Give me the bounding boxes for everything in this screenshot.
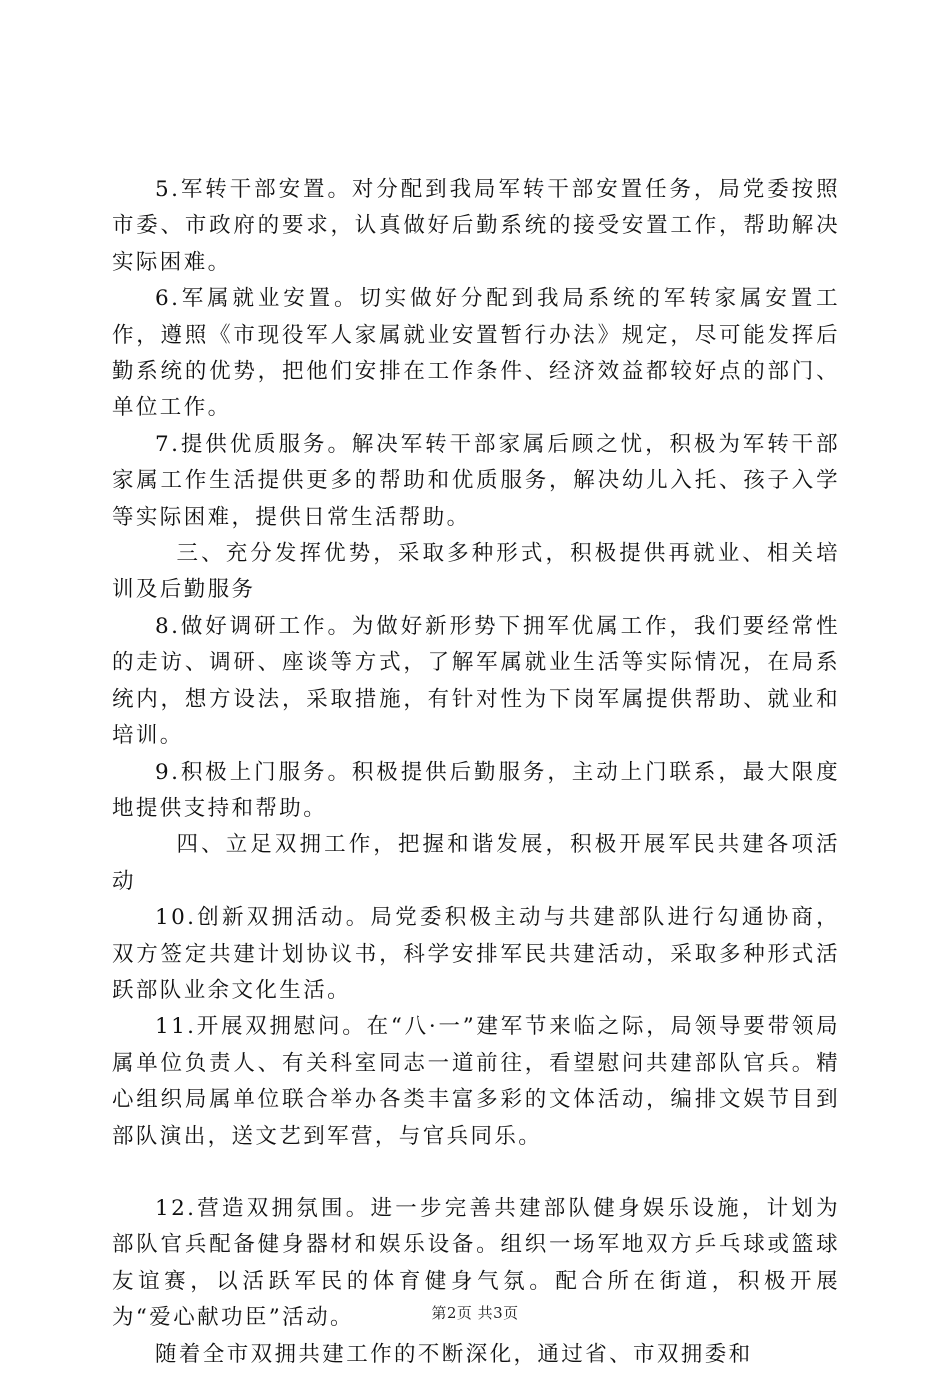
paragraph-item-10: 10.创新双拥活动。局党委积极主动与共建部队进行勾通协商，双方签定共建计划协议书，科学安排军民共建活动，采取多种形式活跃部队业余文化生活。: [112, 905, 840, 1003]
page-number-footer: 第2页 共3页: [431, 1304, 519, 1322]
paragraph-item-7: 7.提供优质服务。解决军转干部家属后顾之忧，积极为军转干部家属工作生活提供更多的帮助和优质服务，解决幼儿入托、孩子入学等实际困难，提供日常生活帮助。: [112, 431, 840, 530]
section-heading-4: 四、立足双拥工作，把握和谐发展，积极开展军民共建各项活动: [112, 832, 840, 894]
paragraph-item-5: 5.军转干部安置。对分配到我局军转干部安置任务，局党委按照市委、市政府的要求，认真做好后勤系统的接受安置工作，帮助解决实际困难。: [112, 177, 840, 275]
document-body: [112, 172, 840, 1373]
paragraph-item-9: 9.积极上门服务。积极提供后勤服务，主动上门联系，最大限度地提供支持和帮助。: [112, 759, 840, 821]
paragraph-item-8: 8.做好调研工作。为做好新形势下拥军优属工作，我们要经常性的走访、调研、座谈等方式，了解军属就业生活等实际情况，在局系统内，想方设法，采取措施，有针对性为下岗军属提供帮助、就业和培训。: [112, 613, 840, 749]
paragraph-item-6: 6.军属就业安置。切实做好分配到我局系统的军转家属安置工作，遵照《市现役军人家属就业安置暂行办法》规定，尽可能发挥后勤系统的优势，把他们安排在工作条件、经济效益都较好点的部门、单位工作。: [112, 286, 840, 421]
paragraph-item-12: 12.营造双拥氛围。进一步完善共建部队健身娱乐设施，计划为部队官兵配备健身器材和娱乐设备。组织一场军地双方乒乓球或篮球友谊赛，以活跃军民的体育健身气氛。配合所在街道，积极开展为“爱心献功臣”活动。: [112, 1195, 840, 1331]
paragraph-item-11: 11.开展双拥慰问。在“八·一”建军节来临之际，局领导要带领局属单位负责人、有关科室同志一道前往，看望慰问共建部队官兵。精心组织局属单位联合举办各类丰富多彩的文体活动，编排文娱节目到部队演出，送文艺到军营，与官兵同乐。: [112, 1014, 840, 1149]
paragraph-closing: 随着全市双拥共建工作的不断深化，通过省、市双拥委和: [155, 1341, 753, 1367]
section-heading-3: 三、充分发挥优势，采取多种形式，积极提供再就业、相关培训及后勤服务: [112, 541, 840, 603]
